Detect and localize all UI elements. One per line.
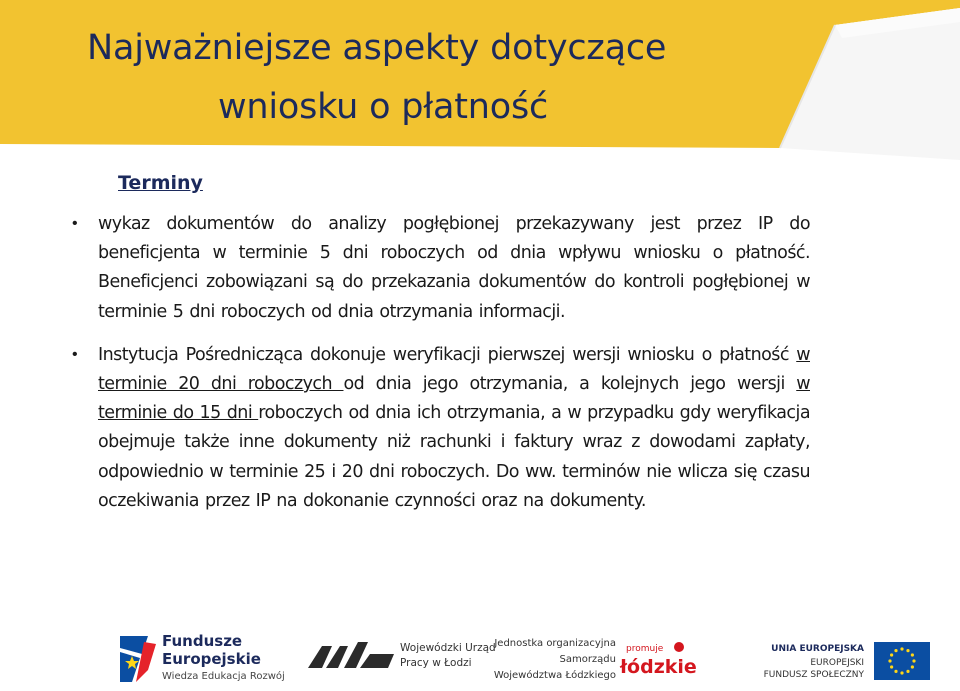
eu-star-icon — [894, 649, 897, 652]
eu-flag-icon — [874, 642, 930, 680]
bullet-text-part: roboczych od dnia ich otrzymania, a w przypadku gdy weryfikacja obejmuje także inne dokumenty niż rachunki i faktury wraz z dowodami zapłaty, odpowiednio w terminie 25 i 20 dni roboczych. Do ww. terminów nie wlicza się czasu oczekiwania przez IP na dokonanie czynności oraz na dokumenty. — [98, 403, 810, 511]
fe-line-3: Wiedza Edukacja Rozwój — [162, 671, 285, 682]
eu-star-icon — [890, 665, 893, 668]
bullet-list — [60, 210, 810, 530]
unia-europejska-logo — [704, 644, 864, 690]
fe-emblem-icon — [118, 634, 158, 684]
eu-star-icon — [912, 659, 915, 662]
eu-star-icon — [894, 670, 897, 673]
bullet-icon: • — [72, 215, 78, 232]
bullet-text: wykaz dokumentów do analizy pogłębionej przekazywany jest przez IP do beneficjenta w terminie 5 dni roboczych od dnia wpływu wniosku o płatność. Beneficjenci zobowiązani są do przekazania dokumentów do kontroli pogłębionej w terminie 5 dni roboczych od dnia otrzymania informacji. — [98, 214, 810, 322]
eu-star-icon — [911, 665, 914, 668]
fe-line-1: Fundusze — [162, 632, 243, 650]
jo-line-2: Samorządu — [559, 654, 616, 665]
bullet-text-part: Instytucja Pośrednicząca dokonuje weryfikacji pierwszej wersji wniosku o płatność — [98, 344, 797, 365]
jednostka-organizacyjna-label — [493, 638, 616, 686]
eu-star-icon — [900, 671, 903, 674]
section-heading: Terminy — [118, 172, 203, 194]
lodzkie-label: łódzkie — [620, 656, 697, 678]
ue-line-2: EUROPEJSKI — [810, 658, 864, 668]
bullet-text-part: od dnia jego otrzymania, a kolejnych jego wersji — [343, 374, 797, 395]
promuje-lodzkie-logo — [618, 642, 697, 682]
eu-star-icon — [906, 670, 909, 673]
eu-star-icon — [911, 653, 914, 656]
list-item — [60, 341, 810, 516]
ue-line-1: UNIA EUROPEJSKA — [771, 644, 864, 654]
promuje-label: promuje — [626, 644, 664, 654]
fundusze-europejskie-logo — [118, 632, 285, 688]
list-item — [60, 210, 810, 327]
eu-star-icon — [888, 659, 891, 662]
ue-line-3: FUNDUSZ SPOŁECZNY — [763, 670, 864, 680]
eu-star-icon — [890, 653, 893, 656]
eu-star-icon — [900, 647, 903, 650]
lodzkie-emblem-icon — [674, 642, 684, 652]
eu-star-icon — [906, 649, 909, 652]
deadline-underlined: w terminie do 15 dni — [98, 374, 810, 424]
bullet-text — [98, 341, 810, 516]
wup-line-2: Pracy w Łodzi — [400, 657, 472, 669]
fe-line-2: Europejskie — [162, 650, 261, 668]
wup-logo — [308, 638, 496, 678]
header-banner — [0, 0, 960, 170]
bullet-icon: • — [72, 345, 78, 363]
deadline-underlined: w terminie 20 dni roboczych — [98, 344, 810, 395]
jo-line-3: Województwa Łódzkiego — [493, 670, 616, 681]
page-title-line-2: wniosku o płatność — [218, 87, 549, 127]
jo-line-1: Jednostka organizacyjna — [494, 638, 616, 649]
wup-emblem-icon — [308, 638, 394, 674]
wup-line-1: Wojewódzki Urząd — [400, 642, 496, 654]
footer-logos — [0, 620, 960, 691]
page-title-line-1: Najważniejsze aspekty dotyczące — [87, 28, 667, 68]
